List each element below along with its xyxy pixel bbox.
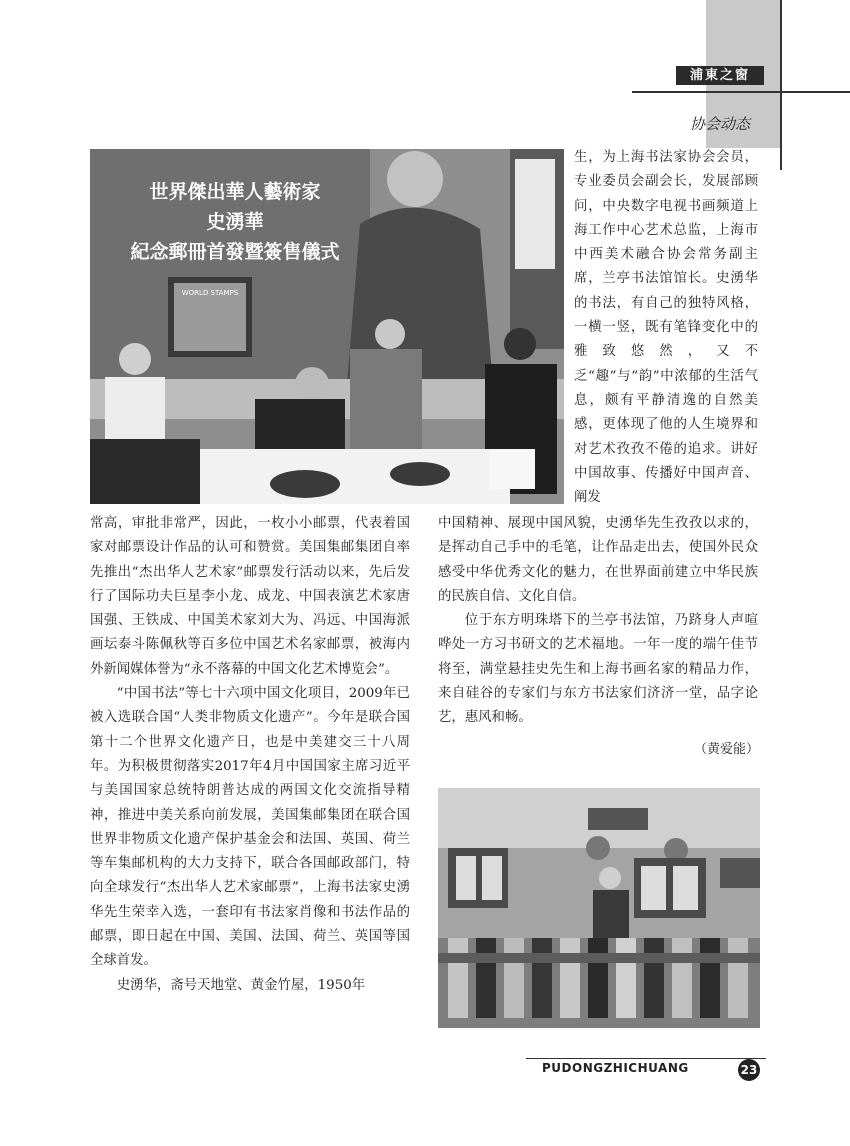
banner-line-1: 世界傑出華人藝術家 bbox=[149, 181, 321, 203]
author-credit: （黄爱能） bbox=[694, 742, 760, 757]
signing-ceremony-photo bbox=[90, 149, 564, 504]
header-vertical-rule bbox=[780, 0, 782, 170]
footer-magazine-name: PUDONGZHICHUANG bbox=[542, 1061, 689, 1075]
right-paragraph-2: 位于东方明珠塔下的兰亭书法馆，乃跻身人声喧哗处一方习书研文的艺术福地。一年一度的端午佳节将至，满堂悬挂史先生和上海书画名家的精品力作，来自硅谷的专家们与东方书法家们济济一堂，品字论艺，惠风和畅。 bbox=[438, 613, 758, 726]
right-paragraph-1: 中国精神、展现中国风貌，史湧华先生孜孜以求的，是挥动自己手中的毛笔，让作品走出去，使国外民众感受中华优秀文化的魅力，在世界面前建立中华民族的民族自信、文化自信。 bbox=[438, 516, 758, 604]
left-column-text bbox=[90, 512, 410, 998]
header-horizontal-rule bbox=[632, 91, 850, 93]
section-title: 协会动态 bbox=[690, 115, 751, 133]
right-column-text bbox=[438, 512, 758, 731]
banner-line-2: 史湧華 bbox=[206, 211, 264, 233]
magazine-logo: 浦東之窗 bbox=[676, 66, 764, 85]
right-top-paragraph: 生，为上海书法家协会会员，专业委员会副会长，发展部顾问，中央数字电视书画频道上海工作中心艺术总监，上海市中西美术融合协会常务副主席，兰亭书法馆馆长。史湧华的书法，有自己的独特风格，一横一竖，既有笔锋变化中的雅致悠然，又不乏“趣”与“韵”中浓郁的生活气息，颇有平静清逸的自然美感，更体现了他的人生境界和对艺术孜孜不倦的追求。讲好中国故事、传播好中国声音、阐发 bbox=[574, 150, 758, 506]
right-column-top-text bbox=[574, 146, 758, 510]
footer-rule bbox=[526, 1058, 766, 1059]
group-photo-illustration bbox=[438, 788, 760, 1028]
page-number: 23 bbox=[738, 1059, 760, 1081]
left-paragraph-3: 史湧华，斋号天地堂、黄金竹屋，1950年 bbox=[116, 977, 366, 993]
left-paragraph-2: “中国书法”等七十六项中国文化项目，2009年已被入选联合国“人类非物质文化遗产”。今年是联合国第十二个世界文化遗产日，也是中美建交三十八周年。为积极贯彻落实2017年4月中国国家主席习近平与美国国家总统特朗普达成的两国文化交流指导精神，推进中美关系向前发展，美国集邮集团在联合国世界非物质文化遗产保护基金会和法国、英国、荷兰等车集邮机构的大力支持下，联合各国邮政部门，特向全球发行“杰出华人艺术家邮票”，上海书法家史湧华先生荣幸入选，一套印有书法家肖像和书法作品的邮票，即日起在中国、美国、法国、荷兰、英国等国全球首发。 bbox=[90, 686, 410, 969]
group-photo bbox=[438, 788, 760, 1028]
left-paragraph-1: 常高，审批非常严，因此，一枚小小邮票，代表着国家对邮票设计作品的认可和赞赏。美国集邮集团自率先推出“杰出华人艺术家”邮票发行活动以来，先后发行了国际功夫巨星李小龙、成龙、中国表演艺术家唐国强、王铁成、中国美术家刘大为、冯远、中国海派画坛泰斗陈佩秋等百多位中国艺术名家邮票，被海内外新闻媒体誉为“永不落幕的中国文化艺术博览会”。 bbox=[90, 516, 410, 677]
book-cover-title: WORLD STAMPS bbox=[181, 289, 239, 297]
banner-line-3: 紀念郵冊首發暨簽售儀式 bbox=[130, 241, 340, 263]
